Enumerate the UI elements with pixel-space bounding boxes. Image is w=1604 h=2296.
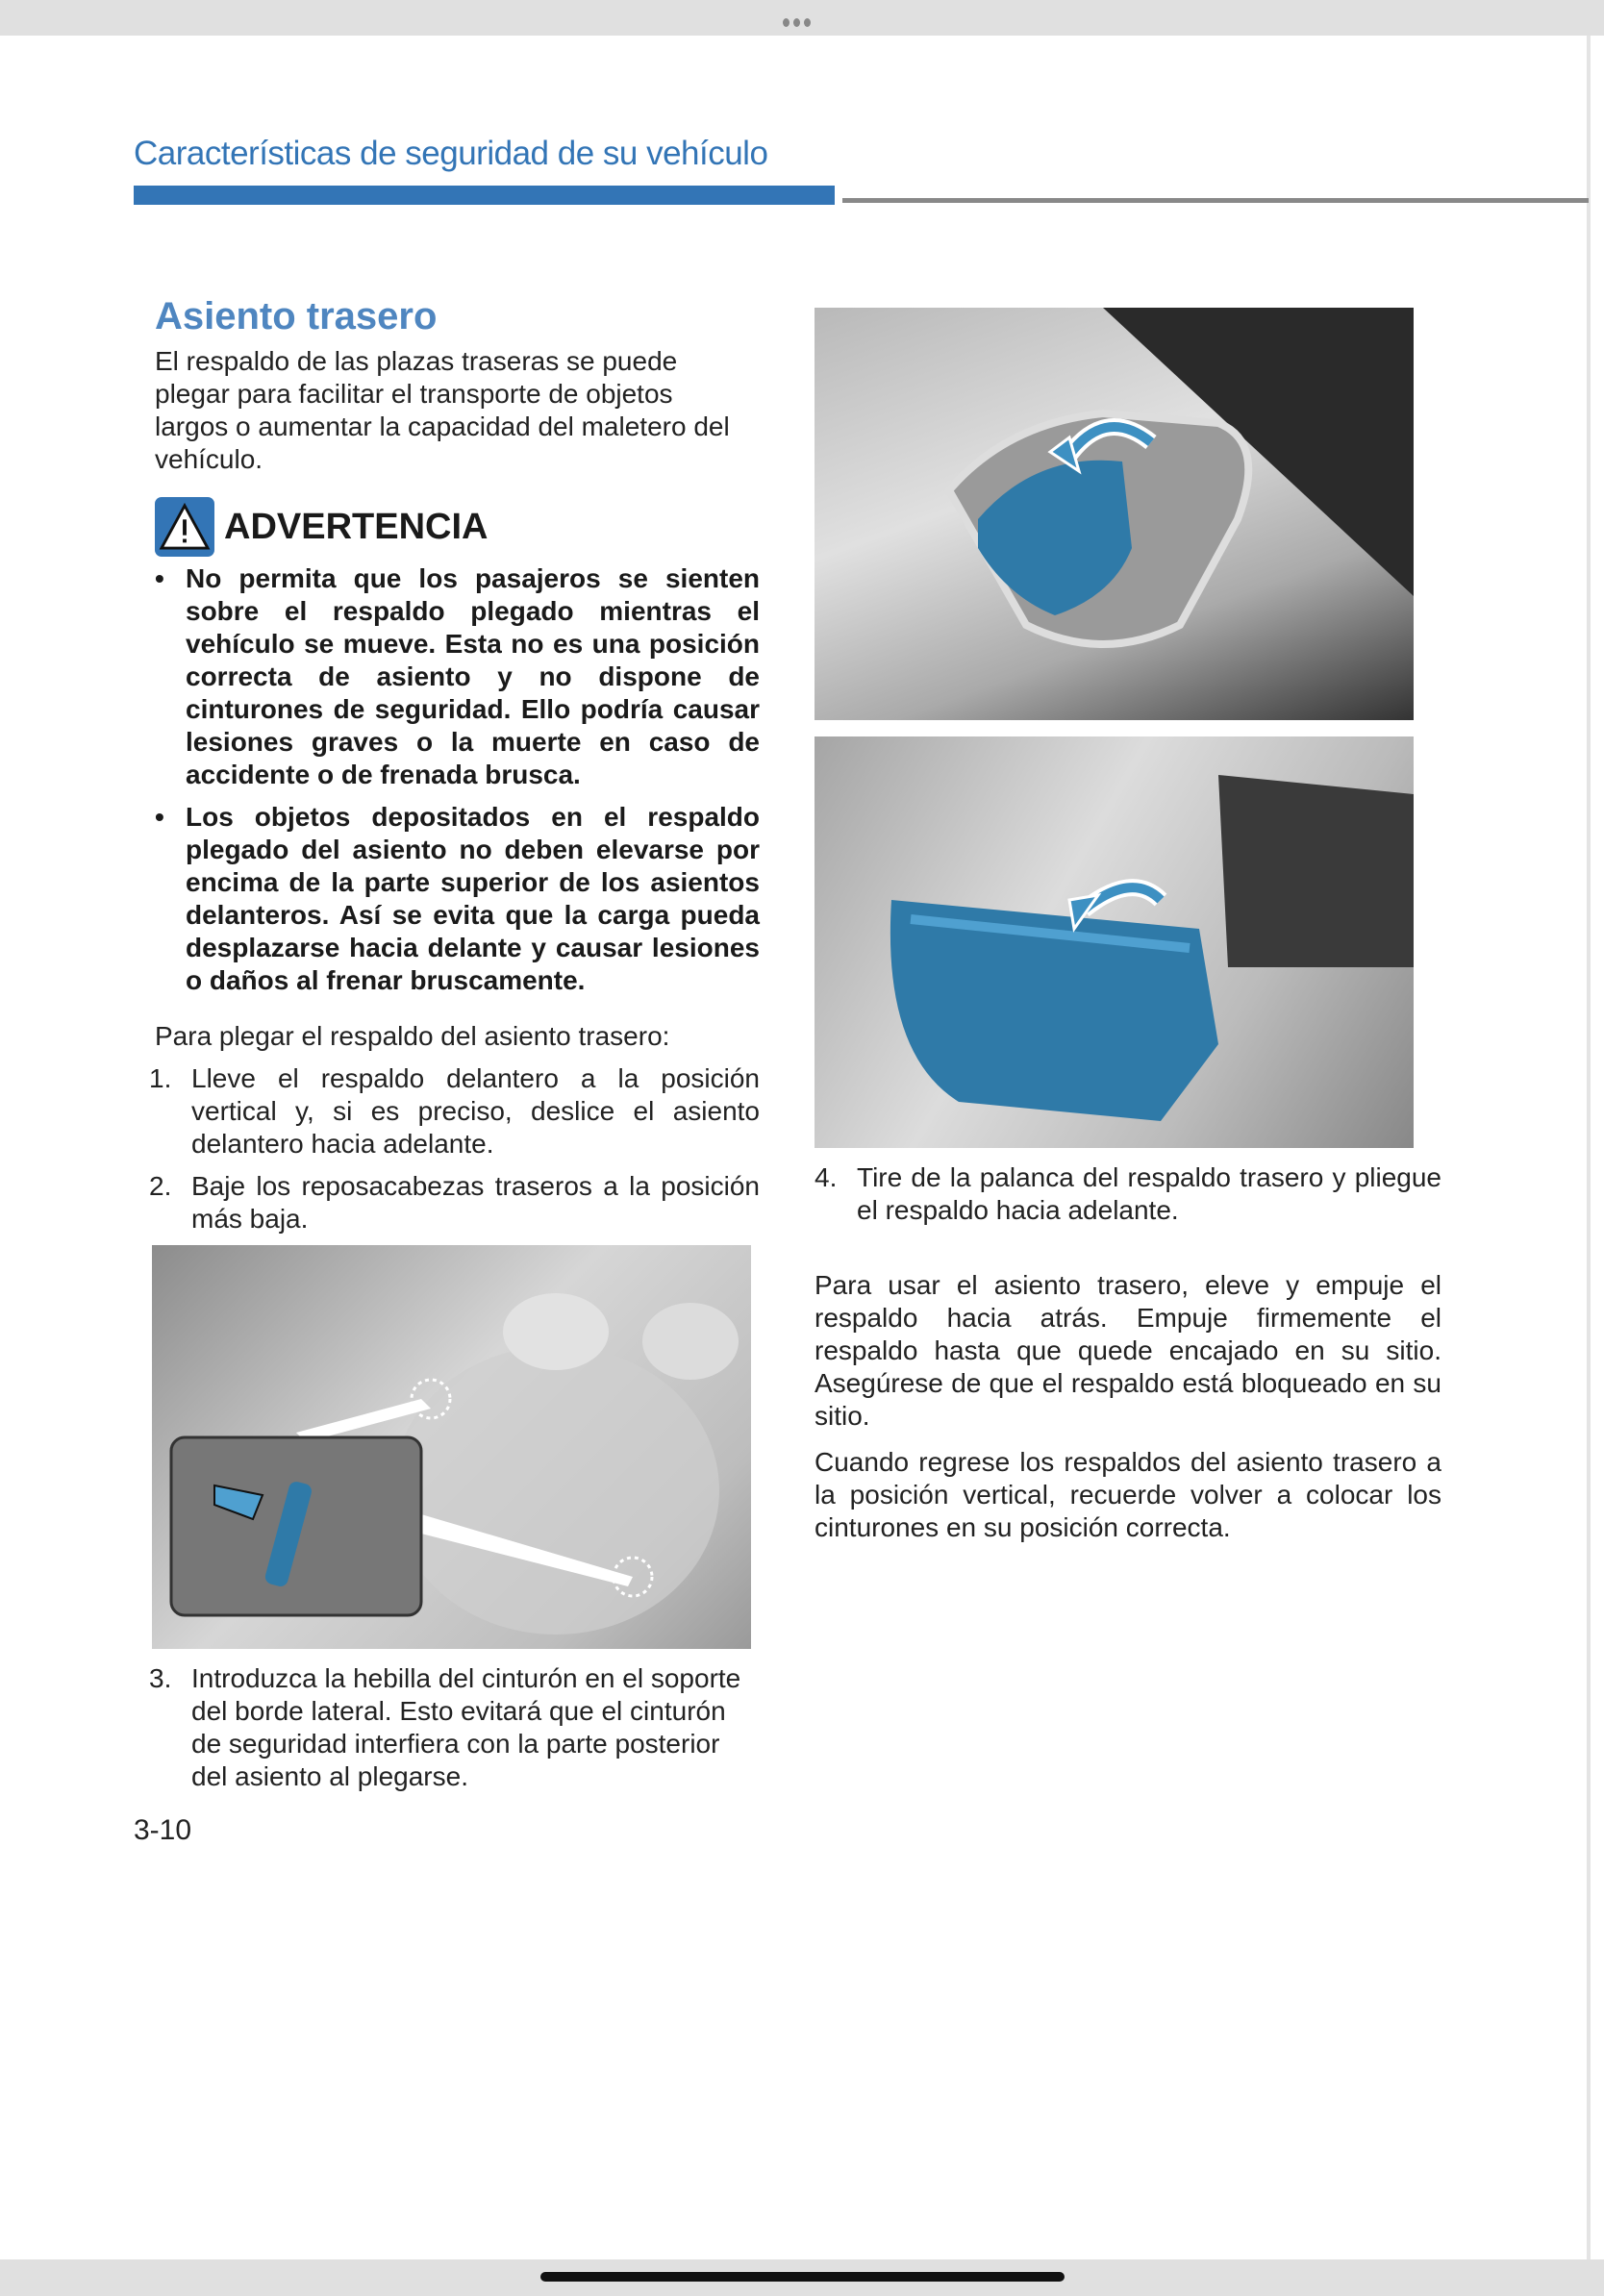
top-bar: [0, 0, 1604, 36]
fold-seatback-illustration: [815, 736, 1414, 1148]
steps-intro: Para plegar el respaldo del asiento trasero:: [155, 1021, 670, 1051]
intro-text: El respaldo de las plazas traseras se puede plegar para facilitar el transporte de objetos largos o aumentar la capacidad del maletero del vehículo.: [155, 346, 730, 474]
step-text: Tire de la palanca del respaldo trasero y pliegue el respaldo hacia adelante.: [857, 1162, 1441, 1225]
step-number: 2.: [149, 1171, 172, 1201]
warning-bullet: • No permita que los pasajeros se sienten sobre el respaldo plegado mientras el vehículo se mueve. Esta no es una posición correcta de asiento y no dispone de cinturones de seguridad. Ello podría causar lesiones graves o la muerte en caso de accidente o de frenada brusca.: [155, 562, 760, 791]
step-text: Baje los reposacabezas traseros a la posición más baja.: [191, 1171, 760, 1234]
right-column: [815, 308, 1441, 1544]
paragraph-return-seatbacks: Cuando regrese los respaldos del asiento trasero a la posición vertical, recuerde volver a colocar los cinturones en su posición correcta.: [815, 1447, 1441, 1542]
page-number: 3-10: [134, 1814, 192, 1846]
belt-buckle-illustration: [152, 1245, 751, 1649]
paragraph-use-seat: Para usar el asiento trasero, eleve y empuje el respaldo hacia atrás. Empuje firmemente el respaldo hasta que quede encajado en su sitio. Asegúrese de que el respaldo está bloqueado en su sitio.: [815, 1270, 1441, 1431]
header-divider: [842, 198, 1589, 203]
step-number: 3.: [149, 1663, 172, 1693]
left-column: [134, 293, 760, 1847]
warning-list: [149, 562, 760, 1007]
more-dots-icon[interactable]: [783, 18, 811, 27]
step-3: [149, 1662, 760, 1793]
step-4: [815, 1161, 1441, 1227]
warning-label: ADVERTENCIA: [224, 506, 489, 547]
section-title: Asiento trasero: [155, 295, 438, 337]
step-text: Introduzca la hebilla del cinturón en el soporte del borde lateral. Esto evitará que el cinturón de seguridad interfiera con la parte posterior del asiento al plegarse.: [191, 1663, 741, 1791]
header-accent-bar: [134, 186, 835, 205]
page-edge: [1587, 36, 1591, 2259]
warning-bullet: • Los objetos depositados en el respaldo plegado del asiento no deben elevarse por encima de la parte superior de los asientos delanteros. Así se evita que la carga pueda desplazarse hacia delante y causar lesiones o daños al frenar bruscamente.: [155, 801, 760, 997]
lever-illustration: [815, 308, 1414, 720]
warning-header: [149, 497, 760, 557]
step-number: 1.: [149, 1063, 172, 1093]
step-1: [149, 1062, 760, 1160]
home-indicator[interactable]: [540, 2272, 1065, 2282]
step-2: [149, 1170, 760, 1235]
warning-triangle-icon: [155, 497, 214, 557]
section-header: Características de seguridad de su vehículo: [134, 135, 768, 172]
step-text: Lleve el respaldo delantero a la posición vertical y, si es preciso, deslice el asiento delantero hacia adelante.: [191, 1063, 760, 1159]
step-number: 4.: [815, 1162, 838, 1192]
